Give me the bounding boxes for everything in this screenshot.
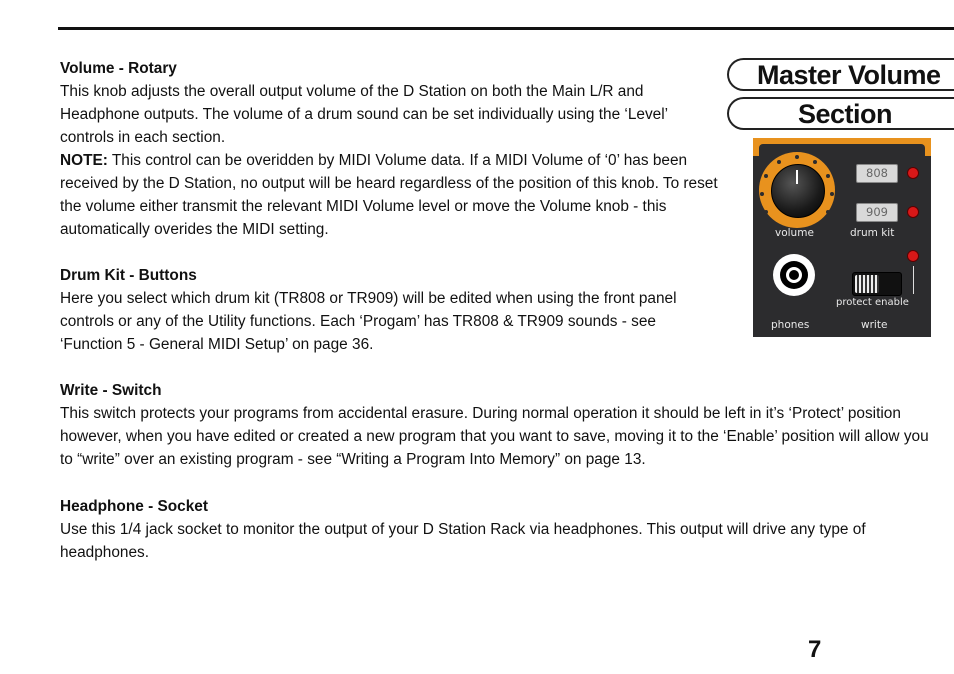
headphone-body: Use this 1/4 jack socket to monitor the output of your D Station Rack via headphones. This output will drive any type of headphones. xyxy=(60,521,866,561)
volume-body: This knob adjusts the overall output volume of the D Station on both the Main L/R and Headphone outputs. The volume of a drum sound can be set individually using the ‘Level’ controls in each section. xyxy=(60,83,668,146)
note-label: NOTE: xyxy=(60,152,108,169)
volume-heading: Volume - Rotary xyxy=(60,60,177,77)
write-body: This switch protects your programs from accidental erasure. During normal operation it should be left in it’s ‘Protect’ position however, when you have edited or created a new program that you want to save, moving it to the ‘Enable’ position will allow you to “write” over an existing program - see “Writing a Program Into Memory” on page 13. xyxy=(60,405,929,468)
volume-knob-indicator xyxy=(796,170,798,184)
drum-kit-808-button: 808 xyxy=(856,164,898,183)
write-heading: Write - Switch xyxy=(60,382,162,399)
note-body: This control can be overidden by MIDI Volume data. If a MIDI Volume of ‘0’ has been received by the D Station, no output will be heard regardless of the position of this knob. To reset the volume either transmit the relevant MIDI Volume level or move the Volume knob - this automatically overides the MIDI setting. xyxy=(60,152,718,238)
drum-kit-heading: Drum Kit - Buttons xyxy=(60,267,197,284)
drum-kit-body: Here you select which drum kit (TR808 or TR909) will be edited when using the front panel controls or any of the Utility functions. Each ‘Progam’ has TR808 & TR909 sounds - see ‘Function 5 - General MIDI Setup’ on page 36. xyxy=(60,290,677,353)
section-title-line1: Master Volume xyxy=(757,60,941,90)
write-section xyxy=(60,379,940,471)
write-switch xyxy=(852,272,902,296)
drum-kit-909-button: 909 xyxy=(856,203,898,222)
master-volume-panel-illustration xyxy=(753,138,931,337)
main-text-column xyxy=(60,57,720,356)
panel-accent-bar xyxy=(753,138,931,156)
protect-enable-label: protect enable xyxy=(836,297,909,308)
volume-note xyxy=(60,149,720,241)
led-808-indicator xyxy=(907,167,919,179)
headphone-jack xyxy=(773,254,815,296)
headphone-section xyxy=(60,495,940,564)
volume-knob xyxy=(771,164,825,218)
led-909-indicator xyxy=(907,206,919,218)
write-label: write xyxy=(861,319,888,331)
drum-kit-label: drum kit xyxy=(850,227,895,239)
phones-label: phones xyxy=(771,319,810,331)
write-led-indicator xyxy=(907,250,919,262)
section-title-line2: Section xyxy=(798,99,893,129)
page-number: 7 xyxy=(808,636,822,663)
top-rule xyxy=(58,27,954,30)
volume-label: volume xyxy=(775,227,814,239)
jack-socket-icon xyxy=(786,267,802,283)
headphone-heading: Headphone - Socket xyxy=(60,498,208,515)
